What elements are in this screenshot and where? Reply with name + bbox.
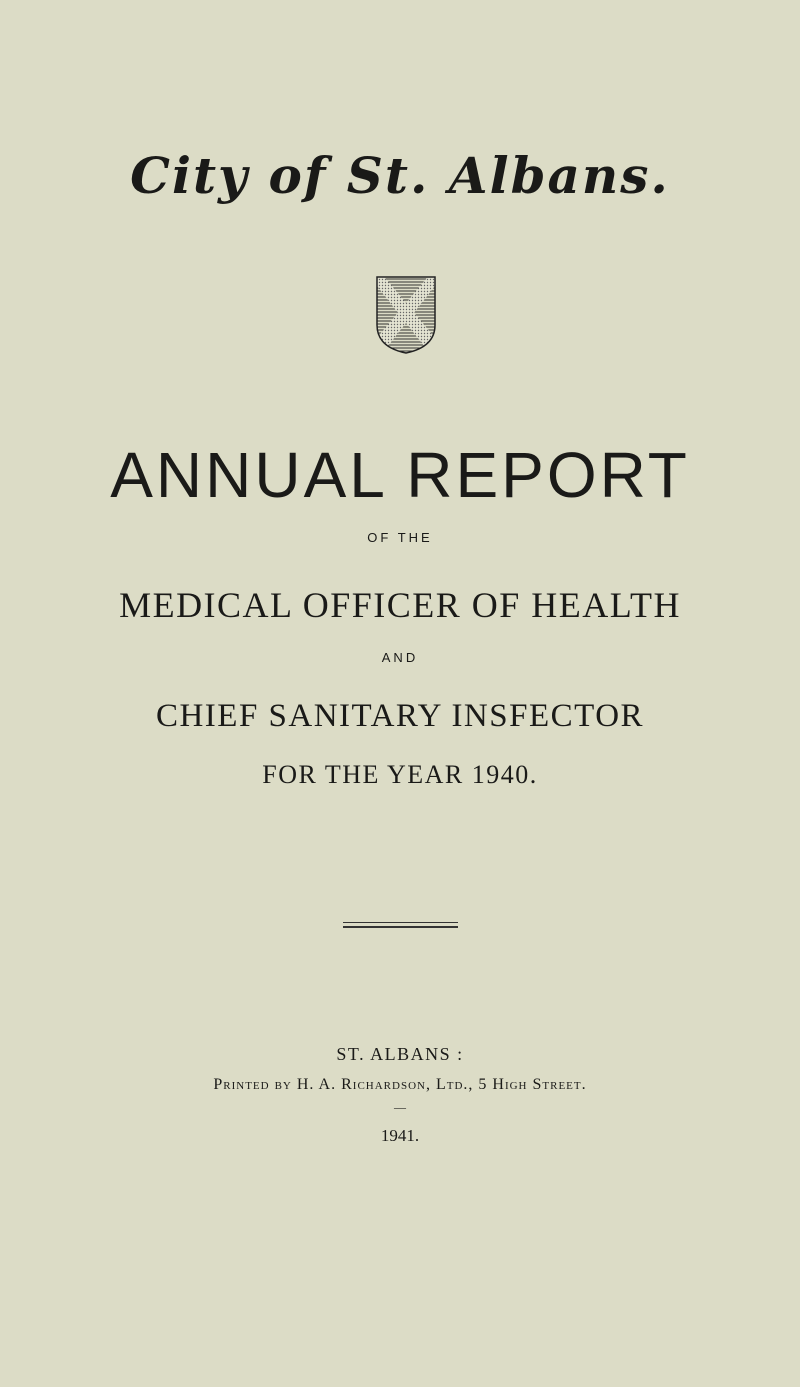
report-title: ANNUAL REPORT <box>110 439 690 511</box>
print-year: 1941. <box>380 1126 420 1145</box>
printer-line: Printed by H. A. Richardson, Ltd., 5 High Street. <box>213 1076 587 1093</box>
place-label: ST. ALBANS : <box>336 1044 464 1064</box>
divider-rule <box>343 922 458 923</box>
divider-rule <box>343 926 458 928</box>
coat-of-arms-icon <box>375 275 437 355</box>
medical-officer-line: MEDICAL OFFICER OF HEALTH <box>119 585 681 625</box>
chief-inspector-line: CHIEF SANITARY INSFECTOR <box>155 698 645 734</box>
city-title: City of St. Albans. <box>130 146 670 205</box>
of-the-label: OF THE <box>367 530 433 545</box>
dash: — <box>394 1100 406 1114</box>
year-line: FOR THE YEAR 1940. <box>262 760 538 789</box>
and-label: AND <box>381 650 419 665</box>
